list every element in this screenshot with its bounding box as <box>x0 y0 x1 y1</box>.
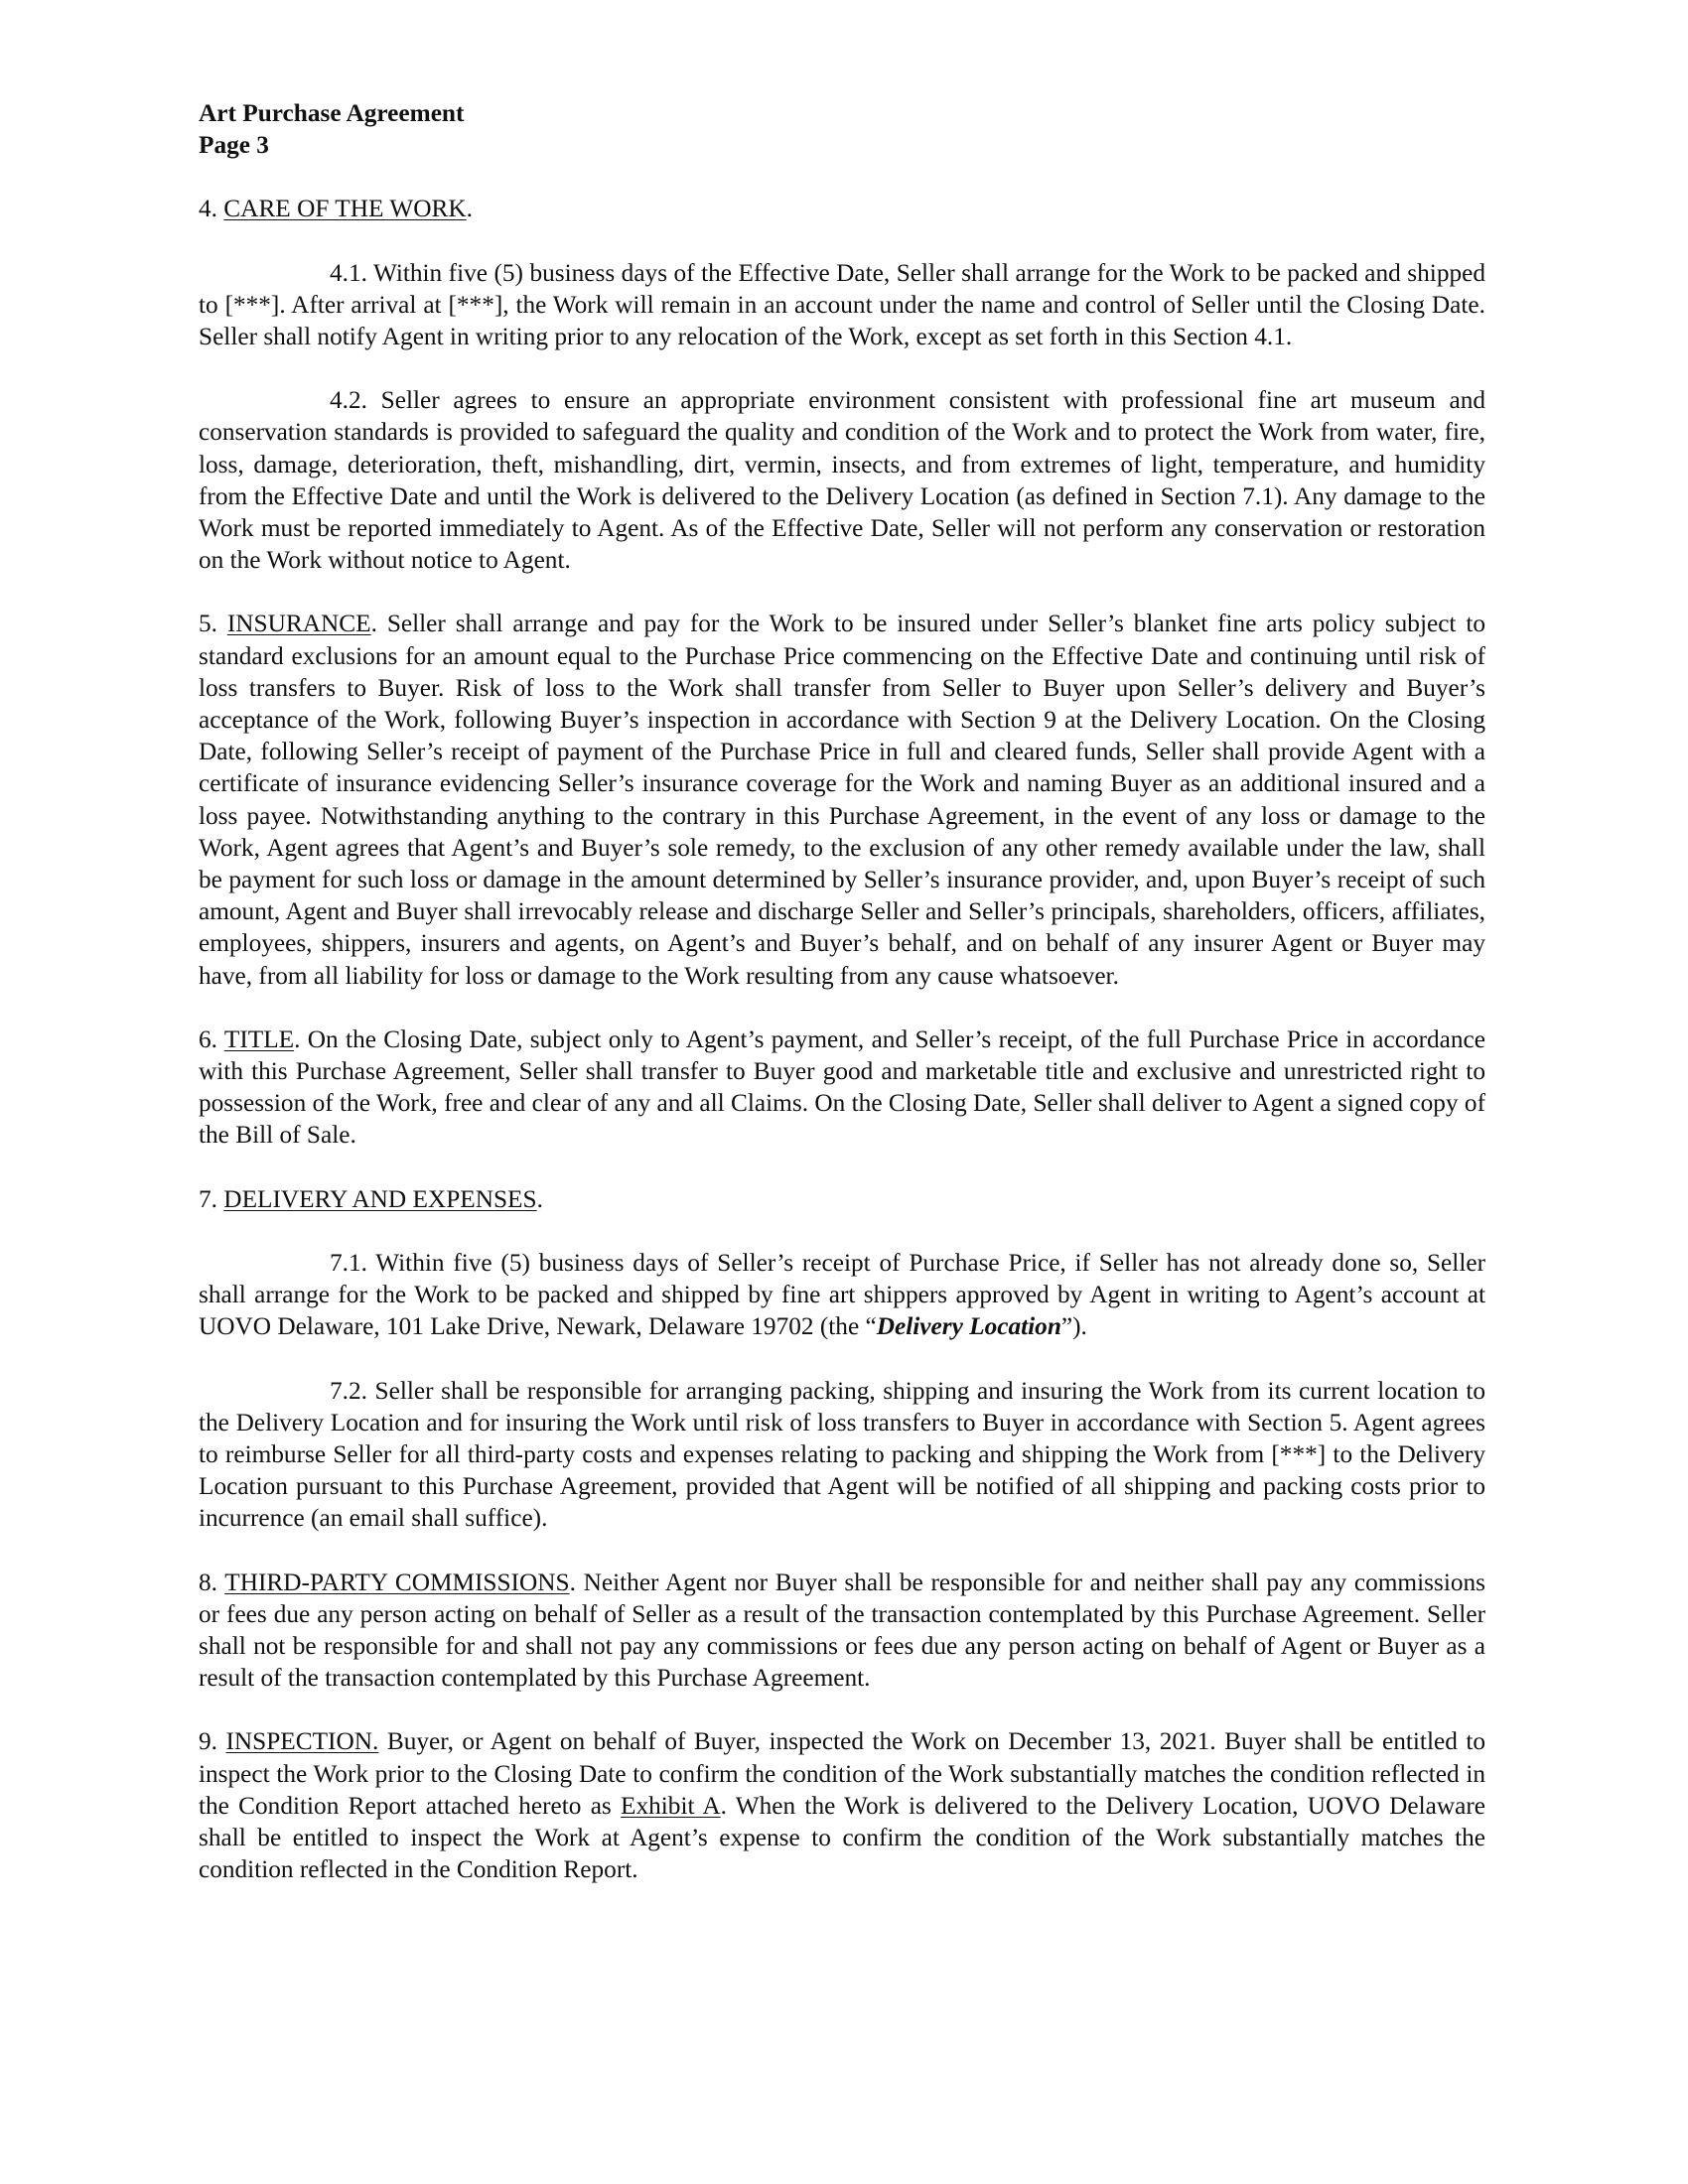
section-8-title: THIRD-PARTY COMMISSIONS <box>224 1568 570 1596</box>
section-6-paragraph: 6. TITLE. On the Closing Date, subject only to Agent’s payment, and Seller’s receipt, of the full Purchase Price in accordance with this Purchase Agreement, Seller shall transfer to Buyer good and marketable title and exclusive and unrestricted right to possession of the Work, free and clear of any and all Claims. On the Closing Date, Seller shall deliver to Agent a signed copy of the Bill of Sale. <box>199 1024 1485 1150</box>
section-4-title: CARE OF THE WORK <box>223 195 467 223</box>
section-9-title: INSPECTION. <box>225 1727 379 1756</box>
delivery-location-term: Delivery Location <box>876 1312 1061 1341</box>
document-title: Art Purchase Agreement <box>199 99 465 127</box>
section-6-title: TITLE <box>223 1024 295 1053</box>
page-number: Page 3 <box>199 131 269 160</box>
section-8-paragraph: 8. THIRD-PARTY COMMISSIONS. Neither Agent nor Buyer shall be responsible for and neither shall pay any commissions or fees due any person acting on behalf of Seller as a result of the transaction contemplated by this Purchase Agreement. Seller shall not be responsible for and shall not pay any commissions or fees due any person acting on behalf of Agent or Buyer as a result of the transaction contemplated by this Purchase Agreement. <box>199 1568 1485 1693</box>
section-9-paragraph: 9. INSPECTION. Buyer, or Agent on behalf of Buyer, inspected the Work on December 13, 2021. Buyer shall be entitled to inspect the Work prior to the Closing Date to confirm the condition of the Work substantially matches the condition reflected in the Condition Report attached hereto as Exhibit A. When the Work is delivered to the Delivery Location, UOVO Delaware shall be entitled to inspect the Work at Agent’s expense to confirm the condition of the Work substantially matches the condition reflected in the Condition Report. <box>199 1727 1485 1884</box>
section-4-2-paragraph: 4.2. Seller agrees to ensure an appropriate environment consistent with professional fine art museum and conservation standards is provided to safeguard the quality and condition of the Work and to protect the Work from water, fire, loss, damage, deterioration, theft, mishandling, dirt, vermin, insects, and from extremes of light, temperature, and humidity from the Effective Date and until the Work is delivered to the Delivery Location (as defined in Section 7.1). Any damage to the Work must be reported immediately to Agent. As of the Effective Date, Seller will not perform any conservation or restoration on the Work without notice to Agent. <box>199 386 1485 575</box>
section-5-paragraph: 5. INSURANCE. Seller shall arrange and pay for the Work to be insured under Seller’s blanket fine arts policy subject to standard exclusions for an amount equal to the Purchase Price commencing on the Effective Date and continuing until risk of loss transfers to Buyer. Risk of loss to the Work shall transfer from Seller to Buyer upon Seller’s delivery and Buyer’s acceptance of the Work, following Buyer’s inspection in accordance with Section 9 at the Delivery Location. On the Closing Date, following Seller’s receipt of payment of the Purchase Price in full and cleared funds, Seller shall provide Agent with a certificate of insurance evidencing Seller’s insurance coverage for the Work and naming Buyer as an additional insured and a loss payee. Notwithstanding anything to the contrary in this Purchase Agreement, in the event of any loss or damage to the Work, Agent agrees that Agent’s and Buyer’s sole remedy, to the exclusion of any other remedy available under the law, shall be payment for such loss or damage in the amount determined by Seller’s insurance provider, and, upon Buyer’s receipt of such amount, Agent and Buyer shall irrevocably release and discharge Seller and Seller’s principals, shareholders, officers, affiliates, employees, shippers, insurers and agents, on Agent’s and Buyer’s behalf, and on behalf of any insurer Agent or Buyer may have, from all liability for loss or damage to the Work resulting from any cause whatsoever. <box>199 610 1486 990</box>
section-7-title: DELIVERY AND EXPENSES <box>223 1184 537 1213</box>
exhibit-a-reference: Exhibit A <box>621 1791 721 1820</box>
section-5-title: INSURANCE <box>226 610 371 638</box>
section-7-2-paragraph: 7.2. Seller shall be responsible for arranging packing, shipping and insuring the Work from its current location to the Delivery Location and for insuring the Work until risk of loss transfers to Buyer in accordance with Section 5. Agent agrees to reimburse Seller for all third-party costs and expenses relating to packing and shipping the Work from [***] to the Delivery Location pursuant to this Purchase Agreement, provided that Agent will be notified of all shipping and packing costs prior to incurrence (an email shall suffice). <box>199 1376 1485 1533</box>
document-page <box>199 97 1485 1885</box>
section-4-1-paragraph: 4.1. Within five (5) business days of the Effective Date, Seller shall arrange for the Work to be packed and shipped to [***]. After arrival at [***], the Work will remain in an account under the name and control of Seller until the Closing Date. Seller shall notify Agent in writing prior to any relocation of the Work, except as set forth in this Section 4.1. <box>199 258 1485 351</box>
section-4-heading: 4. CARE OF THE WORK. <box>199 195 473 223</box>
section-7-1-paragraph: 7.1. Within five (5) business days of Seller’s receipt of Purchase Price, if Seller has not already done so, Seller shall arrange for the Work to be packed and shipped by fine art shippers approved by Agent in writing to Agent’s account at UOVO Delaware, 101 Lake Drive, Newark, Delaware 19702 (the “Delivery Location”). <box>199 1248 1485 1341</box>
section-7-heading: 7. DELIVERY AND EXPENSES. <box>199 1184 543 1213</box>
